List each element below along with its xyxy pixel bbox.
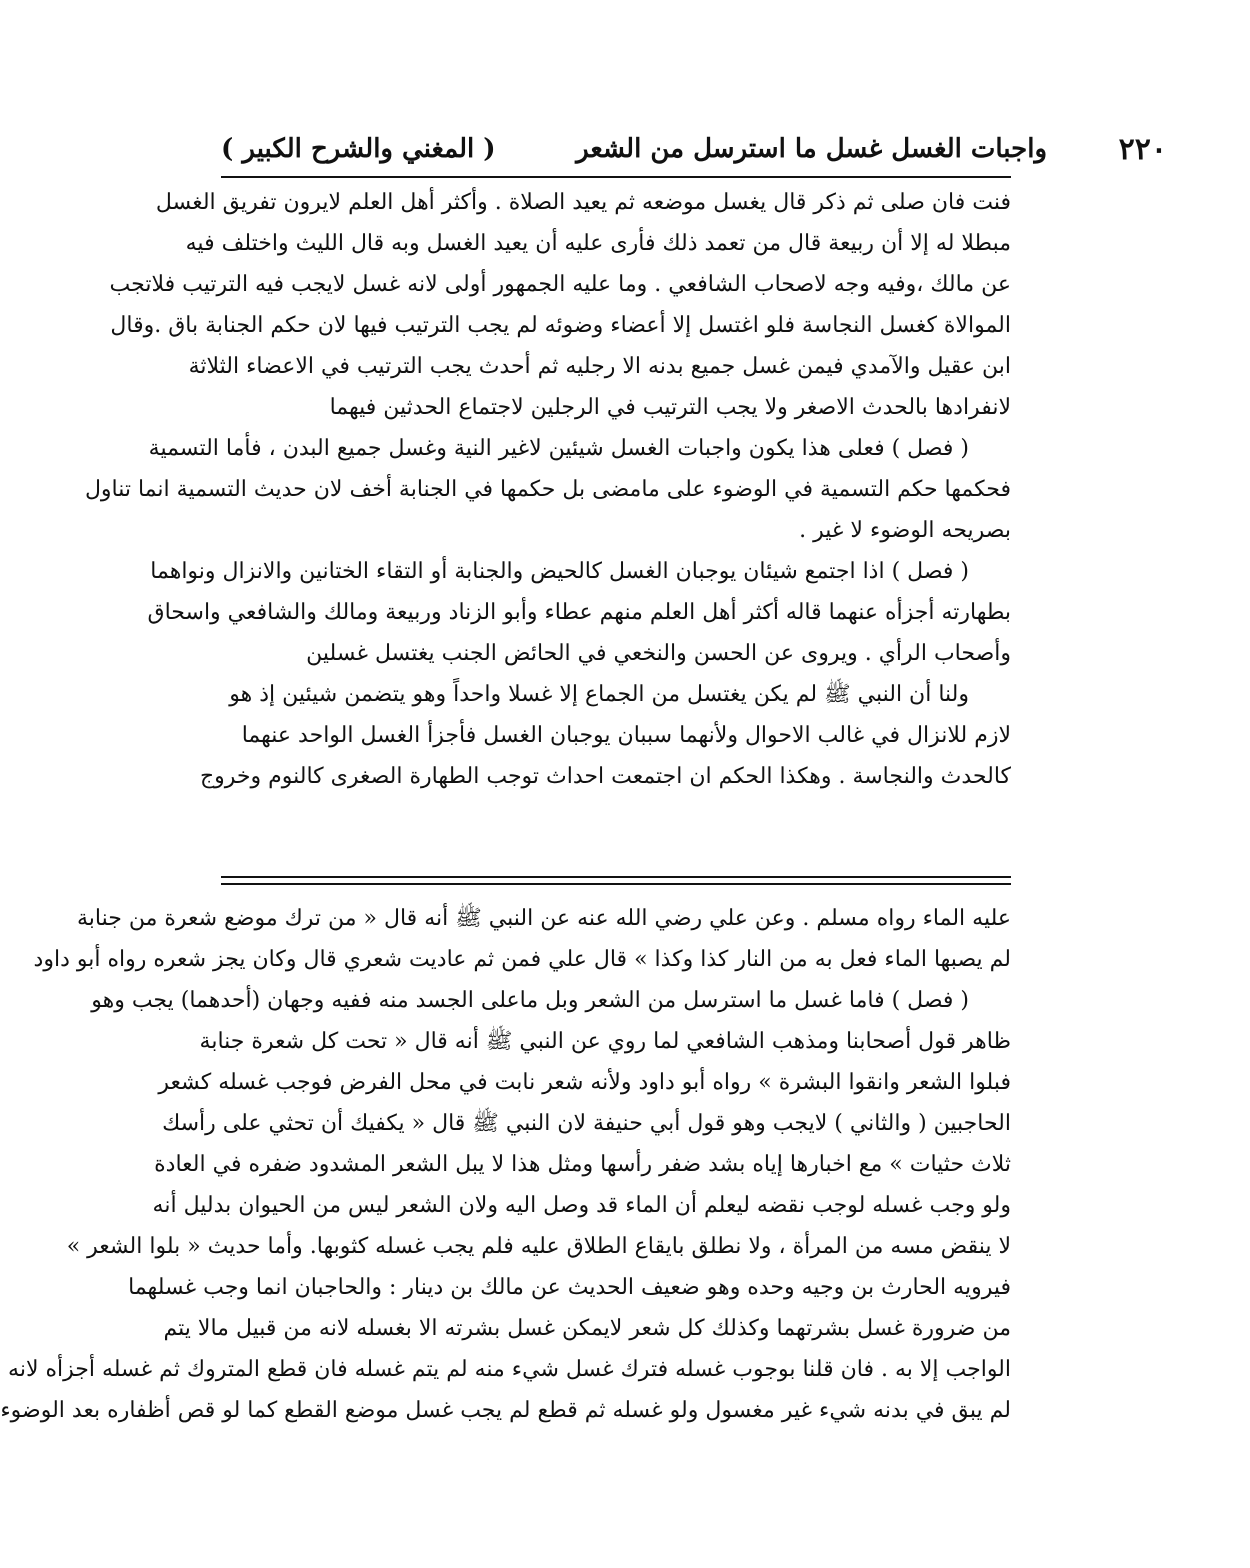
text-line: ولنا أن النبي ﷺ لم يكن يغتسل من الجماع إلا غسلا واحداً وهو يتضمن شيئين إذ هو xyxy=(229,682,969,707)
footnote-line: الواجب إلا به . فان قلنا بوجوب غسله فترك غسل شيء منه لم يتم غسله فان قطع المتروك ثم غسله أجزأه لانه xyxy=(8,1357,1011,1382)
footnote-line: فبلوا الشعر وانقوا البشرة » رواه أبو داود ولأنه شعر نابت في محل الفرض فوجب غسله كشعر xyxy=(158,1070,1011,1095)
footnote-line: عليه الماء رواه مسلم . وعن علي رضي الله عنه عن النبي ﷺ أنه قال « من ترك موضع شعرة من جنابة xyxy=(77,906,1011,931)
text-line: بطهارته أجزأه عنهما قاله أكثر أهل العلم منهم عطاء وأبو الزناد وربيعة ومالك والشافعي واسحاق xyxy=(147,600,1011,625)
text-line: لانفرادها بالحدث الاصغر ولا يجب الترتيب في الرجلين لاجتماع الحدثين فيهما xyxy=(329,395,1011,420)
footnote-line: فيرويه الحارث بن وجيه وحده وهو ضعيف الحديث عن مالك بن دينار : والحاجبان انما وجب غسلهما xyxy=(128,1275,1011,1300)
text-line: وأصحاب الرأي . ويروى عن الحسن والنخعي في الحائض الجنب يغتسل غسلين xyxy=(306,641,1011,666)
main-text xyxy=(84,182,1011,797)
footnote-line: ثلاث حثيات » مع اخبارها إياه بشد ضفر رأسها ومثل هذا لا يبل الشعر المشدود ضفره في العادة xyxy=(154,1152,1011,1177)
text-line: ابن عقيل والآمدي فيمن غسل جميع بدنه الا رجليه ثم أحدث يجب الترتيب في الاعضاء الثلاثة xyxy=(188,354,1011,379)
footnote-line: لم يصبها الماء فعل به من النار كذا وكذا » قال علي فمن ثم عاديت شعري قال وكان يجز شعره رواه أبو داود xyxy=(33,947,1011,972)
footnote-line: ( فصل ) فاما غسل ما استرسل من الشعر وبل ماعلى الجسد منه ففيه وجهان (أحدهما) يجب وهو xyxy=(91,988,969,1013)
footnote-separator-bottom xyxy=(221,883,1011,885)
footnote-line: ولو وجب غسله لوجب نقضه ليعلم أن الماء قد وصل اليه ولان الشعر ليس من الحيوان بدليل أنه xyxy=(152,1193,1011,1218)
footnote-line: لم يبق في بدنه شيء غير مغسول ولو غسله ثم قطع لم يجب غسل موضع القطع كما لو قص أظفاره بعد الوضوء xyxy=(0,1398,1011,1423)
footnote-line: لا ينقض مسه من المرأة ، ولا نطلق بايقاع الطلاق عليه فلم يجب غسله كثوبها. وأما حديث « بلوا الشعر » xyxy=(66,1234,1011,1259)
footnote-text xyxy=(0,898,1011,1431)
footnote-line: ظاهر قول أصحابنا ومذهب الشافعي لما روي عن النبي ﷺ أنه قال « تحت كل شعرة جنابة xyxy=(199,1029,1011,1054)
text-line: عن مالك ،وفيه وجه لاصحاب الشافعي . وما عليه الجمهور أولى لانه غسل لايجب فيه الترتيب فلاتجب xyxy=(109,272,1011,297)
text-line: فحكمها حكم التسمية في الوضوء على مامضى بل حكمها في الجنابة أخف لان حديث التسمية انما تناول xyxy=(84,477,1011,502)
text-line: كالحدث والنجاسة . وهكذا الحكم ان اجتمعت احداث توجب الطهارة الصغرى كالنوم وخروج xyxy=(199,764,1011,789)
header-rule xyxy=(221,176,1011,178)
footnote-separator-top xyxy=(221,876,1011,878)
text-line: بصريحه الوضوء لا غير . xyxy=(799,518,1011,543)
footnote-line: من ضرورة غسل بشرتهما وكذلك كل شعر لايمكن غسل بشرته الا بغسله لانه من قبيل مالا يتم xyxy=(163,1316,1011,1341)
text-line: فنت فان صلى ثم ذكر قال يغسل موضعه ثم يعيد الصلاة . وأكثر أهل العلم لايرون تفريق الغسل xyxy=(155,190,1011,215)
section-title: واجبات الغسل غسل ما استرسل من الشعر xyxy=(576,134,1047,164)
text-line: ( فصل ) اذا اجتمع شيئان يوجبان الغسل كالحيض والجنابة أو التقاء الختانين والانزال ونواهما xyxy=(150,559,969,584)
text-line: لازم للانزال في غالب الاحوال ولأنهما سببان يوجبان الغسل فأجزأ الغسل الواحد عنهما xyxy=(241,723,1011,748)
text-line: ( فصل ) فعلى هذا يكون واجبات الغسل شيئين لاغير النية وغسل جميع البدن ، فأما التسمية xyxy=(148,436,969,461)
page-number: ٢٢٠ xyxy=(1118,132,1167,167)
page-header xyxy=(221,128,1167,178)
footnote-line: الحاجبين ( والثاني ) لايجب وهو قول أبي حنيفة لان النبي ﷺ قال « يكفيك أن تحثي على رأسك xyxy=(162,1111,1011,1136)
book-title: ( المغني والشرح الكبير ) xyxy=(221,134,496,164)
text-line: مبطلا له إلا أن ربيعة قال من تعمد ذلك فأرى عليه أن يعيد الغسل وبه قال الليث واختلف فيه xyxy=(185,231,1011,256)
text-line: الموالاة كغسل النجاسة فلو اغتسل إلا أعضاء وضوئه لم يجب الترتيب فيها لان حكم الجنابة باق .وقال xyxy=(110,313,1011,338)
